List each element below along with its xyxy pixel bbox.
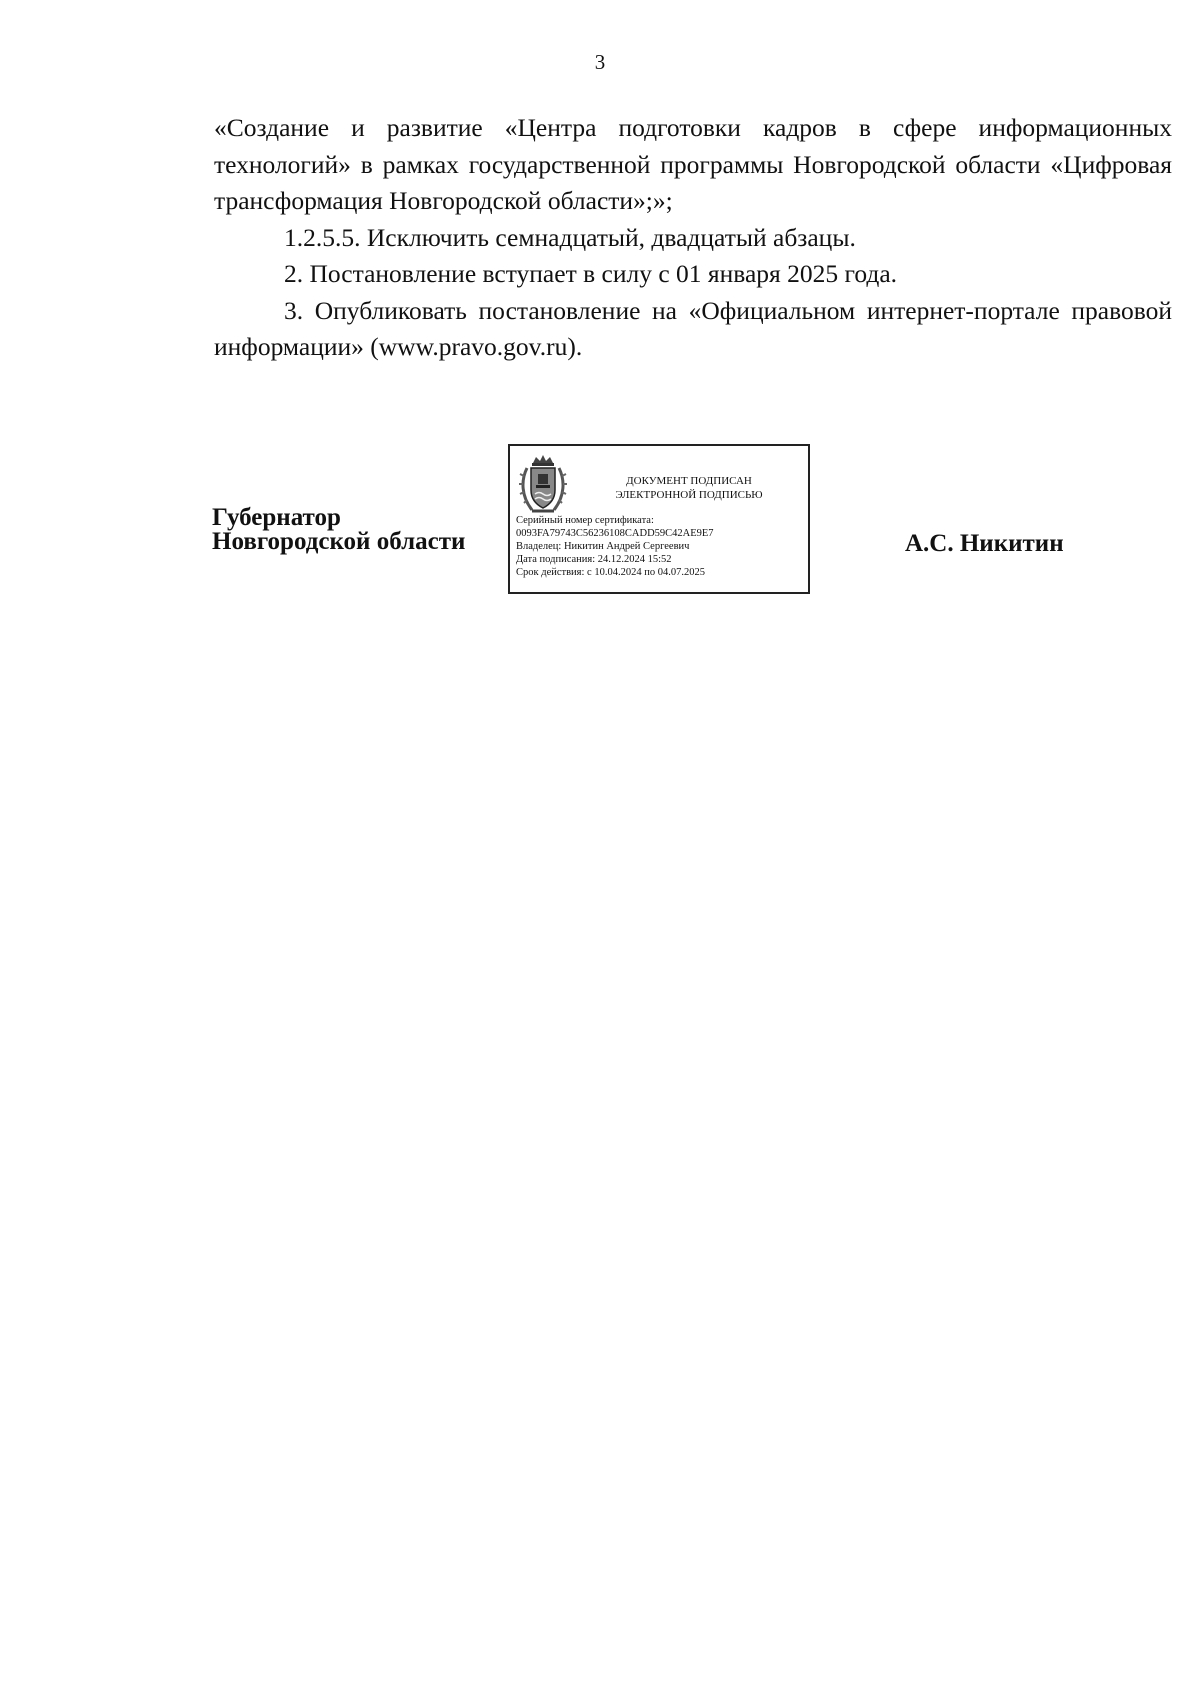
- coat-of-arms-icon: [518, 454, 568, 516]
- document-body: [214, 110, 1172, 366]
- item-3: 3. Опубликовать постановление на «Официальном интернет-портале правовой информации» (www.pravo.gov.ru).: [214, 295, 1172, 361]
- stamp-header: [584, 474, 794, 502]
- item-1-2-5-5: 1.2.5.5. Исключить семнадцатый, двадцатый абзацы.: [284, 222, 856, 252]
- paragraph-continuation: «Создание и развитие «Центра подготовки кадров в сфере информационных технологий» в рамках государственной программы Новгородской области «Цифровая трансформация Новгородской области»;»;: [214, 113, 1172, 215]
- stamp-owner: Владелец: Никитин Андрей Сергеевич: [516, 541, 690, 552]
- stamp-serial-value: 0093FA79743C56236108CADD59C42AE9E7: [516, 528, 714, 539]
- stamp-header-line2: ЭЛЕКТРОННОЙ ПОДПИСЬЮ: [615, 489, 763, 501]
- signatory-name: А.С. Никитин: [905, 530, 1064, 557]
- page-number: 3: [594, 50, 606, 74]
- signatory-title-line2: Новгородской области: [212, 528, 466, 555]
- stamp-header-line1: ДОКУМЕНТ ПОДПИСАН: [626, 475, 752, 487]
- signatory-title: [212, 506, 465, 554]
- stamp-signed-date: Дата подписания: 24.12.2024 15:52: [516, 554, 672, 565]
- item-2: 2. Постановление вступает в силу с 01 января 2025 года.: [284, 259, 898, 288]
- stamp-serial-label: Серийный номер сертификата:: [516, 515, 654, 526]
- signature-block: [0, 440, 1200, 600]
- electronic-signature-stamp: [508, 444, 810, 594]
- stamp-validity: Срок действия: с 10.04.2024 по 04.07.2025: [516, 567, 705, 578]
- signatory-title-line1: Губернатор: [212, 504, 341, 531]
- stamp-details: [516, 514, 808, 579]
